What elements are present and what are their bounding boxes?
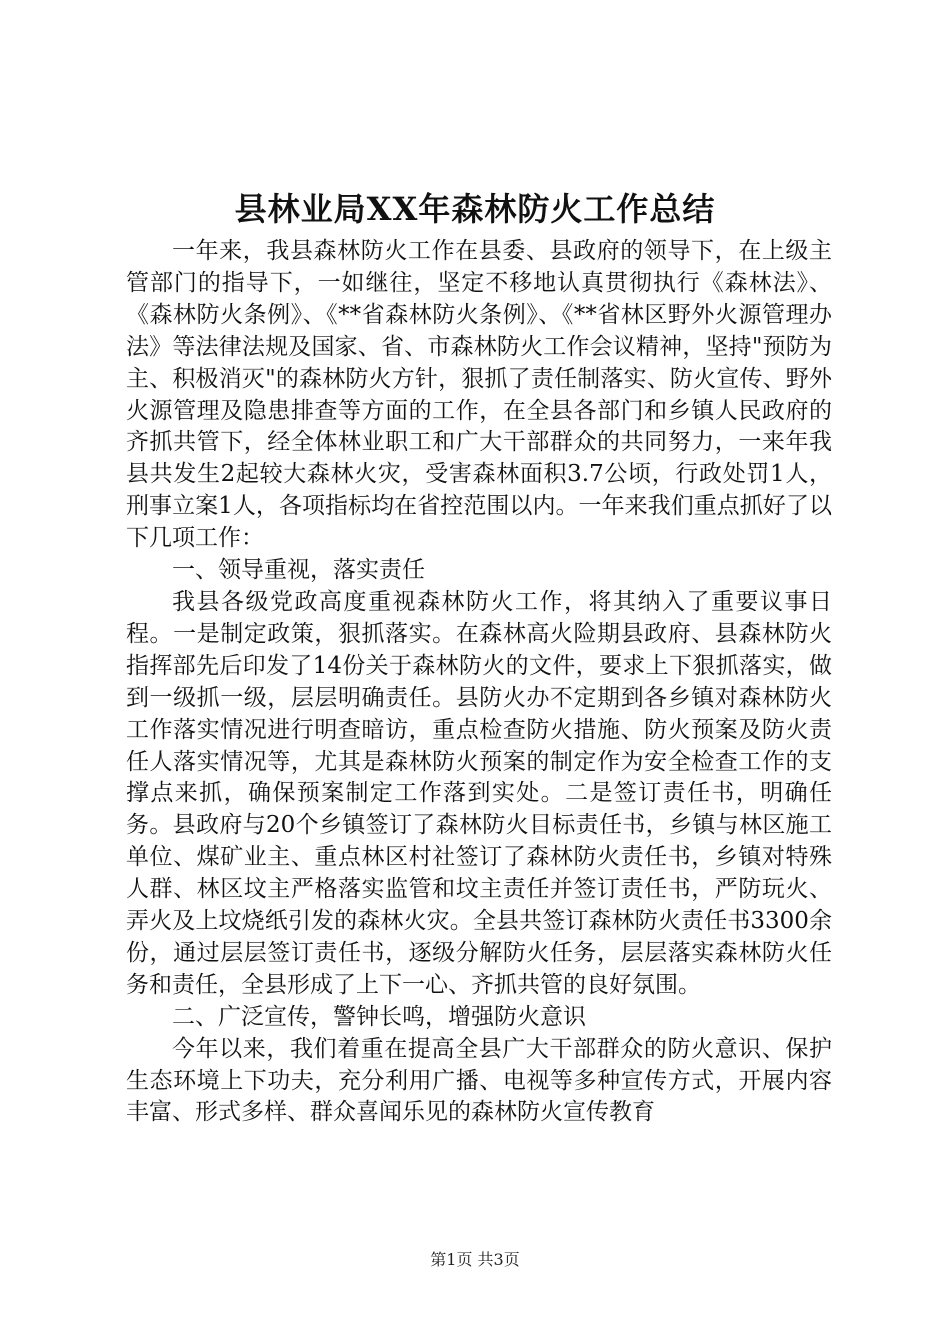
paragraph-section-2: 今年以来，我们着重在提高全县广大干部群众的防火意识、保护生态环境上下功夫，充分利用广播、电视等多种宣传方式，开展内容丰富、形式多样、群众喜闻乐见的森林防火宣传教育: [126, 1035, 832, 1126]
document-title: 县林业局XX年森林防火工作总结: [234, 190, 716, 228]
section-heading-2: 二、广泛宣传，警钟长鸣，增强防火意识: [172, 1003, 586, 1030]
paragraph-intro: 一年来，我县森林防火工作在县委、县政府的领导下，在上级主管部门的指导下，一如继往，坚定不移地认真贯彻执行《森林法》、《森林防火条例》、《**省森林防火条例》、《**省林区野外火源管理办法》等法律法规及国家、省、市森林防火工作会议精神，坚持"预防为主、积极消灭"的森林防火方针，狠抓了责任制落实、防火宣传、野外火源管理及隐患排查等方面的工作，在全县各部门和乡镇人民政府的齐抓共管下，经全体林业职工和广大干部群众的共同努力，一来年我县共发生2起较大森林火灾，受害森林面积3.7公顷，行政处罚1人，刑事立案1人，各项指标均在省控范围以内。一年来我们重点抓好了以下几项工作：: [126, 238, 832, 552]
paragraph-section-1: 我县各级党政高度重视森林防火工作，将其纳入了重要议事日程。一是制定政策，狠抓落实。在森林高火险期县政府、县森林防火指挥部先后印发了14份关于森林防火的文件，要求上下狠抓落实，做到一级抓一级，层层明确责任。县防火办不定期到各乡镇对森林防火工作落实情况进行明查暗访，重点检查防火措施、防火预案及防火责任人落实情况等，尤其是森林防火预案的制定作为安全检查工作的支撑点来抓，确保预案制定工作落到实处。二是签订责任书，明确任务。县政府与20个乡镇签订了森林防火目标责任书，乡镇与林区施工单位、煤矿业主、重点林区村社签订了森林防火责任书，乡镇对特殊人群、林区坟主严格落实监管和坟主责任并签订责任书，严防玩火、弄火及上坟烧纸引发的森林火灾。全县共签订森林防火责任书3300余份，通过层层签订责任书，逐级分解防火任务，层层落实森林防火任务和责任，全县形成了上下一心、齐抓共管的良好氛围。: [126, 588, 832, 998]
page-footer: 第1页 共3页: [430, 1250, 520, 1269]
document-body: [126, 236, 832, 1129]
section-heading-1: 一、领导重视，落实责任: [172, 557, 425, 584]
